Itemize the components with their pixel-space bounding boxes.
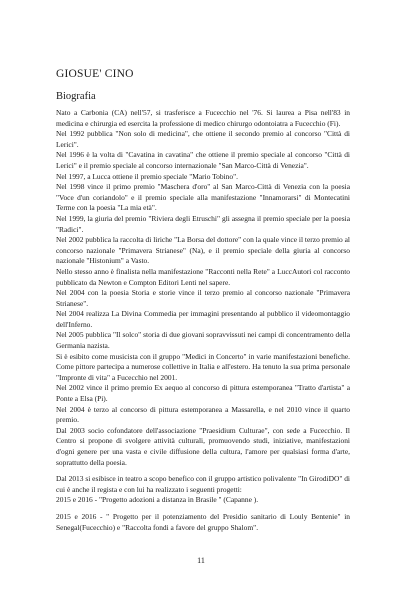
bio-paragraph: Si è esibito come musicista con il gruppo "Medici in Concerto" in varie manifestazioni benefiche. Come pittore partecipa a numerose collettive in Italia e all'estero. Ha tenuto la sua prima personale "Impronte di vita" a Fucecchio nel 2001. [56, 351, 350, 382]
bio-paragraph: Nel 1996 è la volta di "Cavatina in cavatina" che ottiene il premio speciale al concorso "Città di Lerici" e il premio speciale al concorso internazionale "San Marco-Città di Venezia". [56, 150, 350, 170]
bio-paragraph: Nel 2002 vince il primo premio Ex aequo al concorso di pittura estemporanea "Tratto d'artista" a Ponte a Elsa (Pi). [56, 383, 350, 404]
biography-text [56, 108, 350, 533]
page-number: 11 [197, 556, 205, 565]
bio-paragraph: Nel 1997, a Lucca ottiene il premio speciale "Mario Tobino". [56, 171, 238, 181]
bio-paragraph: 2015 e 2016 - "Progetto adozioni a distanza in Brasile " (Capanne ). [56, 495, 259, 505]
bio-paragraph: Dal 2013 si esibisce in teatro a scopo benefico con il gruppo artistico polivalente "In GirodiDO" di cui è anche il regista e con lui ha realizzato i seguenti progetti: [56, 474, 350, 494]
section-heading: Biografia [56, 91, 96, 102]
bio-paragraph: Nello stesso anno è finalista nella manifestazione "Racconti nella Rete" a LuccAutori col racconto pubblicato da Newton e Compton Editori Lenti nel sapere. [56, 266, 350, 287]
bio-paragraph: Nel 2004 con la poesia Storia e storie vince il terzo premio al concorso nazionale "Primavera Strianese". [56, 288, 350, 308]
bio-paragraph: Nel 1992 pubblica "Non solo di medicina", che ottiene il secondo premio al concorso "Città di Lerici". [56, 129, 350, 149]
bio-paragraph: Nel 1998 vince il primo premio "Maschera d'oro" al San Marco-Città di Venezia con la poesia "Voce d'un coriandolo" e il premio speciale alla manifestazione "Innamorarsi" di Montecatini Terme con la poesia "La mia età". [56, 182, 350, 213]
bio-paragraph: 2015 e 2016 - " Progetto per il potenziamento del Presidio sanitario di Louly Bentenie" in Senegal(Fucecchio) e "Raccolta fondi a favore del gruppo Shalom". [56, 511, 350, 532]
bio-paragraph: Dal 2003 socio cofondatore dell'associazione "Praesidium Culturae", con sede a Fucecchio. Il Centro si propone di svolgere attività culturali, promuovendo studi, iniziative, manifestazioni d'ogni genere per una vasta e civile diffusione della cultura, l'amore per qualsiasi forma d'arte, soprattutto della poesia. [56, 425, 350, 467]
author-name: GIOSUE' CINO [56, 68, 134, 80]
bio-paragraph: Nel 2005 pubblica "Il solco" storia di due giovani sopravvissuti nei campi di concentramento della Germania nazista. [56, 330, 350, 351]
bio-paragraph: Nel 2002 pubblica la raccolta di liriche "La Borsa del dottore" con la quale vince il terzo premio al concorso nazionale "Primavera Strianese" (Na), e il premio speciale della giuria al concorso nazionale "Histonium" a Vasto. [56, 235, 350, 266]
bio-paragraph: Nel 2004 è terzo al concorso di pittura estemporanea a Massarella, e nel 2010 vince il quarto premio. [56, 404, 350, 425]
bio-paragraph: Nel 2004 realizza La Divina Commedia per immagini presentando al pubblico il videomontaggio dell'Inferno. [56, 309, 350, 329]
bio-paragraph: Nato a Carbonia (CA) nell'57, si trasferisce a Fucecchio nel '76. Si laurea a Pisa nell'83 in medicina e chirurgia ed esercita la professione di medico chirurgo odontoiatra a Fucecchio (Fi). [56, 108, 350, 128]
bio-paragraph: Nel 1999, la giuria del premio "Riviera degli Etruschi" gli assegna il premio speciale per la poesia "Radici". [56, 213, 350, 234]
